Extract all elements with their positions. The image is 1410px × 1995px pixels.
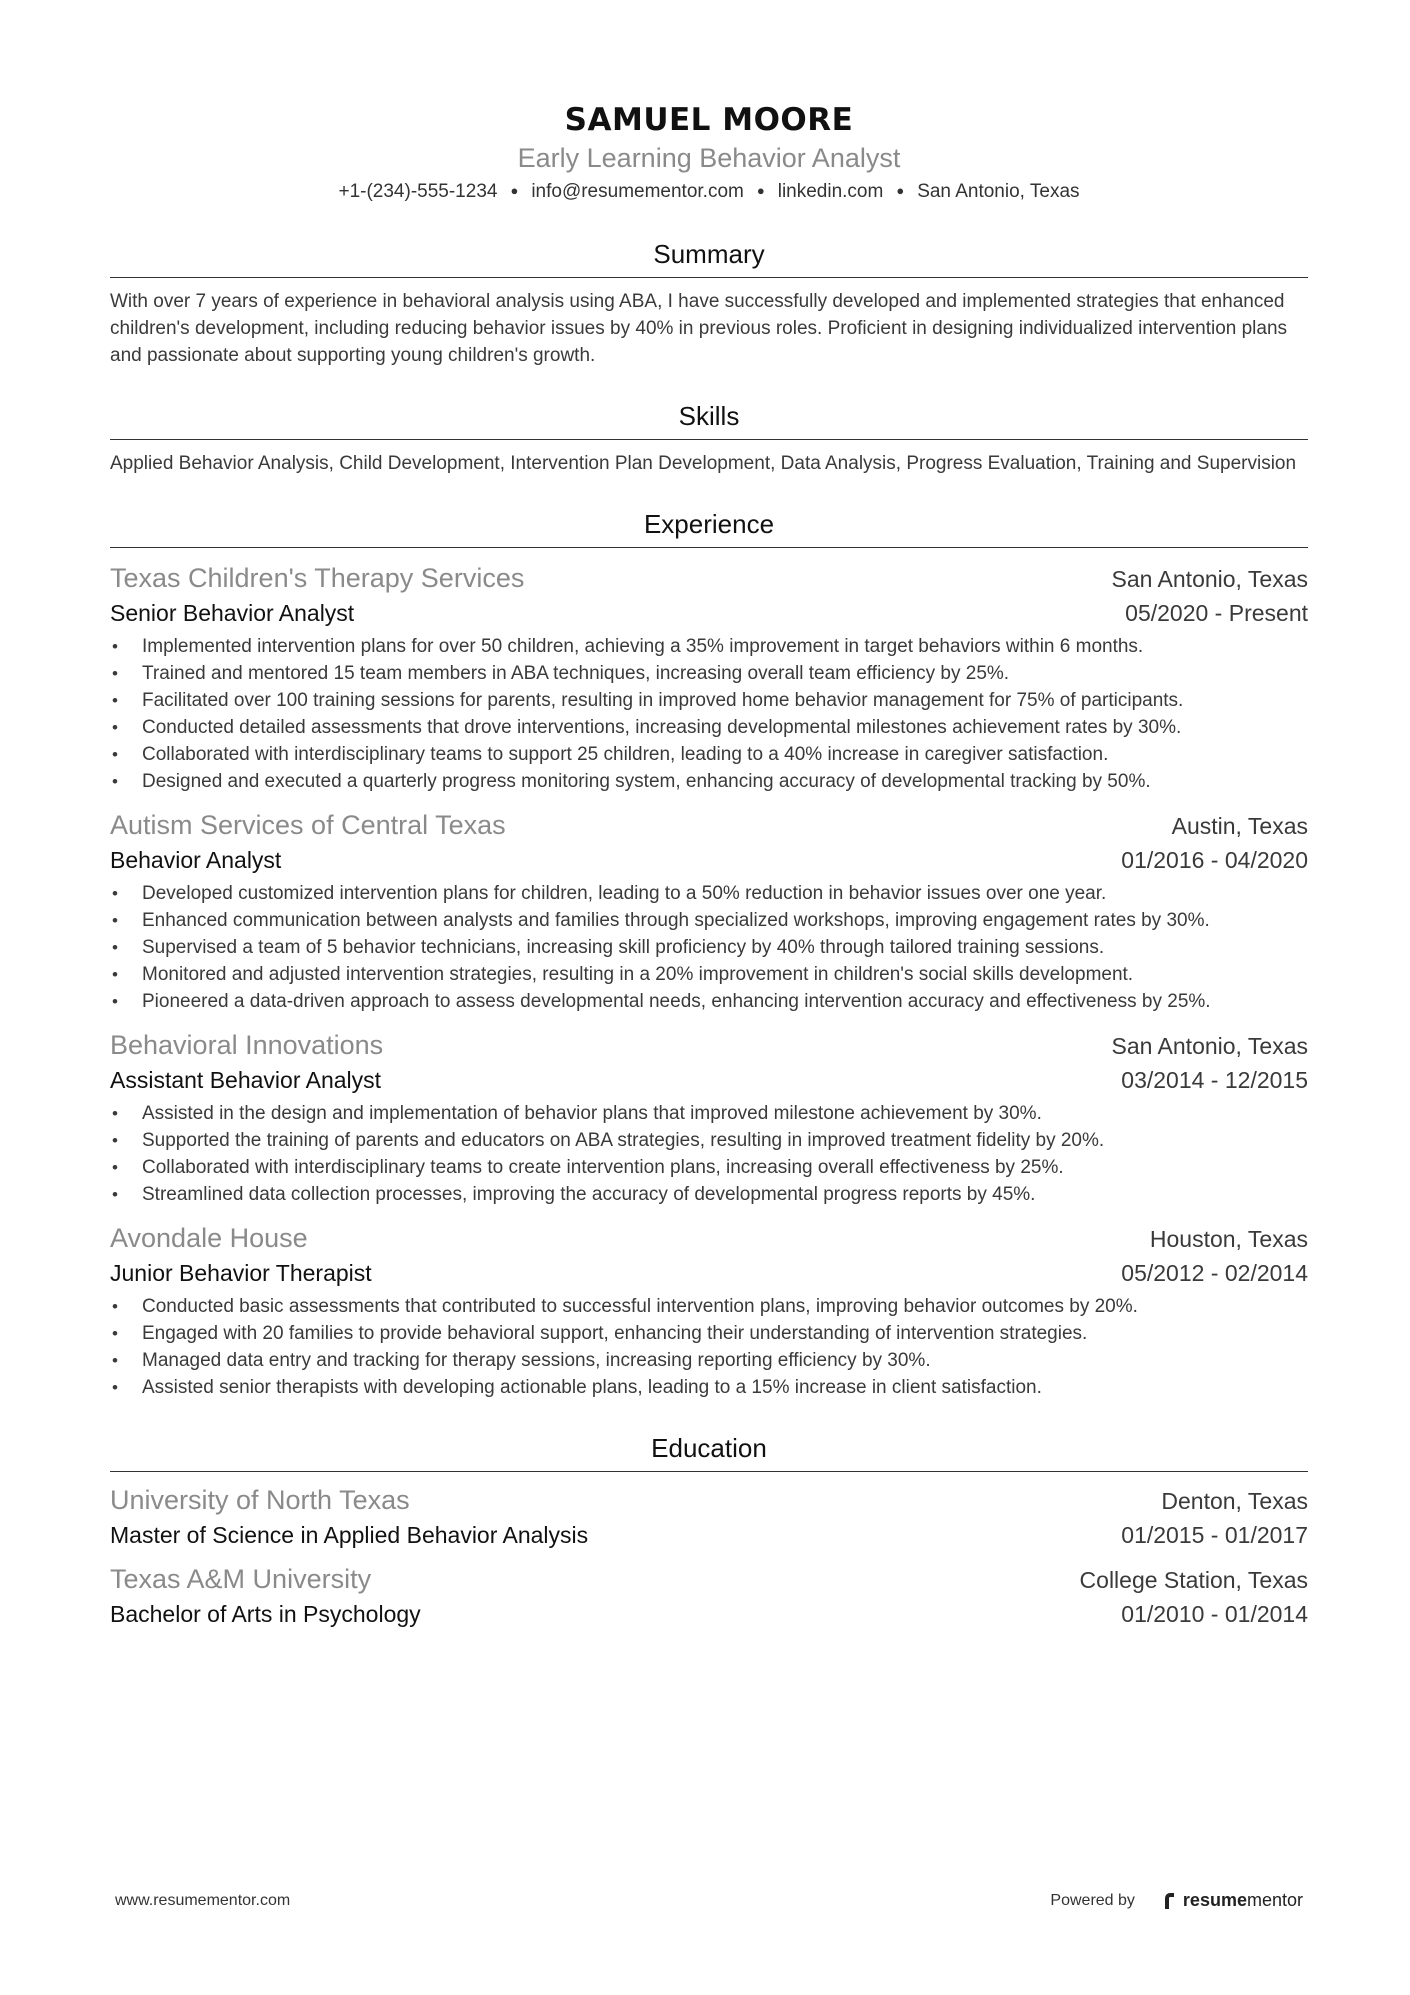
job-entry: [110, 807, 1308, 1015]
edu-degree-row: [110, 1598, 1308, 1630]
job-title: Behavior Analyst: [110, 847, 282, 873]
summary-section: [110, 237, 1308, 369]
job-location: San Antonio, Texas: [1111, 566, 1308, 592]
edu-dates: 01/2015 - 01/2017: [1121, 1522, 1308, 1548]
school-name: Texas A&M University: [110, 1564, 372, 1594]
job-title: Assistant Behavior Analyst: [110, 1067, 382, 1093]
skills-section: [110, 399, 1308, 477]
school-location: Denton, Texas: [1161, 1488, 1308, 1514]
job-header-row: [110, 1220, 1308, 1257]
skills-text: Applied Behavior Analysis, Child Development, Intervention Plan Development, Data Analysis, Progress Evaluation, Training and Supervision: [110, 453, 1297, 474]
job-location: Austin, Texas: [1171, 813, 1308, 839]
bullet-item: • Managed data entry and tracking for therapy sessions, increasing reporting efficiency by 30%.: [110, 1347, 1308, 1374]
bullet-separator: ●: [896, 183, 905, 198]
job-title: Senior Behavior Analyst: [110, 600, 355, 626]
summary-text: With over 7 years of experience in behavioral analysis using ABA, I have successfully developed and implemented strategies that enhanced children's development, including reducing behavior issues by 40% in previous roles. Proficient in designing individualized intervention plans and passionate about supporting young children's growth.: [110, 291, 1288, 366]
bullet-separator: ●: [510, 183, 519, 198]
bullet-item: • Pioneered a data-driven approach to assess developmental needs, enhancing intervention accuracy and effectiveness by 25%.: [110, 988, 1308, 1015]
edu-degree-row: [110, 1519, 1308, 1551]
job-bullets: [110, 633, 1308, 795]
resume-page: [110, 100, 1308, 1630]
school-name: University of North Texas: [110, 1485, 410, 1515]
section-heading: Summary: [110, 237, 1308, 278]
degree-name: Master of Science in Applied Behavior Analysis: [110, 1522, 589, 1548]
job-location: Houston, Texas: [1149, 1226, 1308, 1252]
section-heading: Education: [110, 1431, 1308, 1472]
job-role-row: [110, 597, 1308, 629]
job-dates: 05/2020 - Present: [1125, 600, 1308, 626]
footer-url[interactable]: www.resumementor.com: [115, 1891, 291, 1909]
resumementor-logo-icon: [1163, 1892, 1179, 1910]
experience-section: [110, 507, 1308, 1401]
bullet-item: • Assisted senior therapists with developing actionable plans, leading to a 15% increase in client satisfaction.: [110, 1374, 1308, 1401]
bullet-item: • Assisted in the design and implementation of behavior plans that improved milestone achievement by 30%.: [110, 1100, 1308, 1127]
edu-header-row: [110, 1482, 1308, 1519]
bullet-item: • Facilitated over 100 training sessions for parents, resulting in improved home behavior management for 75% of participants.: [110, 687, 1308, 714]
contact-phone: +1-(234)-555-1234: [338, 181, 498, 202]
contact-email[interactable]: info@resumementor.com: [531, 181, 744, 202]
job-header-row: [110, 807, 1308, 844]
bullet-separator: ●: [756, 183, 765, 198]
job-header-row: [110, 560, 1308, 597]
brand-bold-text: resume: [1182, 1890, 1247, 1910]
job-dates: 05/2012 - 02/2014: [1121, 1260, 1308, 1286]
company-name: Behavioral Innovations: [110, 1030, 384, 1060]
company-name: Avondale House: [110, 1223, 308, 1253]
brand-logo[interactable]: [1163, 1890, 1303, 1911]
bullet-item: • Supported the training of parents and educators on ABA strategies, resulting in improved treatment fidelity by 20%.: [110, 1127, 1308, 1154]
footer-brand: [1050, 1890, 1303, 1911]
bullet-item: • Conducted detailed assessments that drove interventions, increasing developmental milestones achievement rates by 30%.: [110, 714, 1308, 741]
job-title: Junior Behavior Therapist: [110, 1260, 372, 1286]
job-bullets: [110, 1100, 1308, 1208]
powered-by-label: Powered by: [1050, 1891, 1135, 1909]
job-location: San Antonio, Texas: [1111, 1033, 1308, 1059]
resume-header: [110, 100, 1308, 207]
contact-line: [110, 178, 1308, 207]
contact-location: San Antonio, Texas: [917, 181, 1080, 202]
job-header-row: [110, 1027, 1308, 1064]
company-name: Autism Services of Central Texas: [110, 810, 506, 840]
education-entry: [110, 1561, 1308, 1630]
section-heading: Experience: [110, 507, 1308, 548]
job-role-row: [110, 844, 1308, 876]
section-heading: Skills: [110, 399, 1308, 440]
edu-header-row: [110, 1561, 1308, 1598]
bullet-item: • Monitored and adjusted intervention strategies, resulting in a 20% improvement in children's social skills development.: [110, 961, 1308, 988]
bullet-item: • Enhanced communication between analysts and families through specialized workshops, improving engagement rates by 30%.: [110, 907, 1308, 934]
job-entry: [110, 1220, 1308, 1401]
education-list: [110, 1482, 1308, 1630]
contact-linkedin[interactable]: linkedin.com: [777, 181, 884, 202]
education-section: [110, 1431, 1308, 1630]
job-entry: [110, 560, 1308, 795]
degree-name: Bachelor of Arts in Psychology: [110, 1601, 421, 1627]
job-role-row: [110, 1257, 1308, 1289]
education-entry: [110, 1482, 1308, 1551]
job-list: [110, 560, 1308, 1401]
bullet-item: • Streamlined data collection processes, improving the accuracy of developmental progress reports by 45%.: [110, 1181, 1308, 1208]
bullet-item: • Collaborated with interdisciplinary teams to create intervention plans, increasing overall effectiveness by 25%.: [110, 1154, 1308, 1181]
bullet-item: • Conducted basic assessments that contributed to successful intervention plans, improving behavior outcomes by 20%.: [110, 1293, 1308, 1320]
company-name: Texas Children's Therapy Services: [110, 563, 525, 593]
job-role-row: [110, 1064, 1308, 1096]
job-bullets: [110, 1293, 1308, 1401]
edu-dates: 01/2010 - 01/2014: [1121, 1601, 1308, 1627]
job-entry: [110, 1027, 1308, 1208]
bullet-item: • Developed customized intervention plans for children, leading to a 50% reduction in behavior issues over one year.: [110, 880, 1308, 907]
bullet-item: • Collaborated with interdisciplinary teams to support 25 children, leading to a 40% increase in caregiver satisfaction.: [110, 741, 1308, 768]
bullet-item: • Designed and executed a quarterly progress monitoring system, enhancing accuracy of developmental tracking by 50%.: [110, 768, 1308, 795]
bullet-item: • Engaged with 20 families to provide behavioral support, enhancing their understanding of intervention strategies.: [110, 1320, 1308, 1347]
school-location: College Station, Texas: [1079, 1567, 1308, 1593]
candidate-title: Early Learning Behavior Analyst: [517, 143, 901, 173]
candidate-name: SAMUEL MOORE: [564, 102, 854, 138]
brand-regular-text: mentor: [1246, 1890, 1303, 1910]
page-footer: [115, 1890, 1303, 1911]
bullet-item: • Trained and mentored 15 team members in ABA techniques, increasing overall team efficiency by 25%.: [110, 660, 1308, 687]
job-bullets: [110, 880, 1308, 1015]
job-dates: 01/2016 - 04/2020: [1121, 847, 1308, 873]
job-dates: 03/2014 - 12/2015: [1121, 1067, 1308, 1093]
bullet-item: • Supervised a team of 5 behavior technicians, increasing skill proficiency by 40% through tailored training sessions.: [110, 934, 1308, 961]
bullet-item: • Implemented intervention plans for over 50 children, achieving a 35% improvement in target behaviors within 6 months.: [110, 633, 1308, 660]
